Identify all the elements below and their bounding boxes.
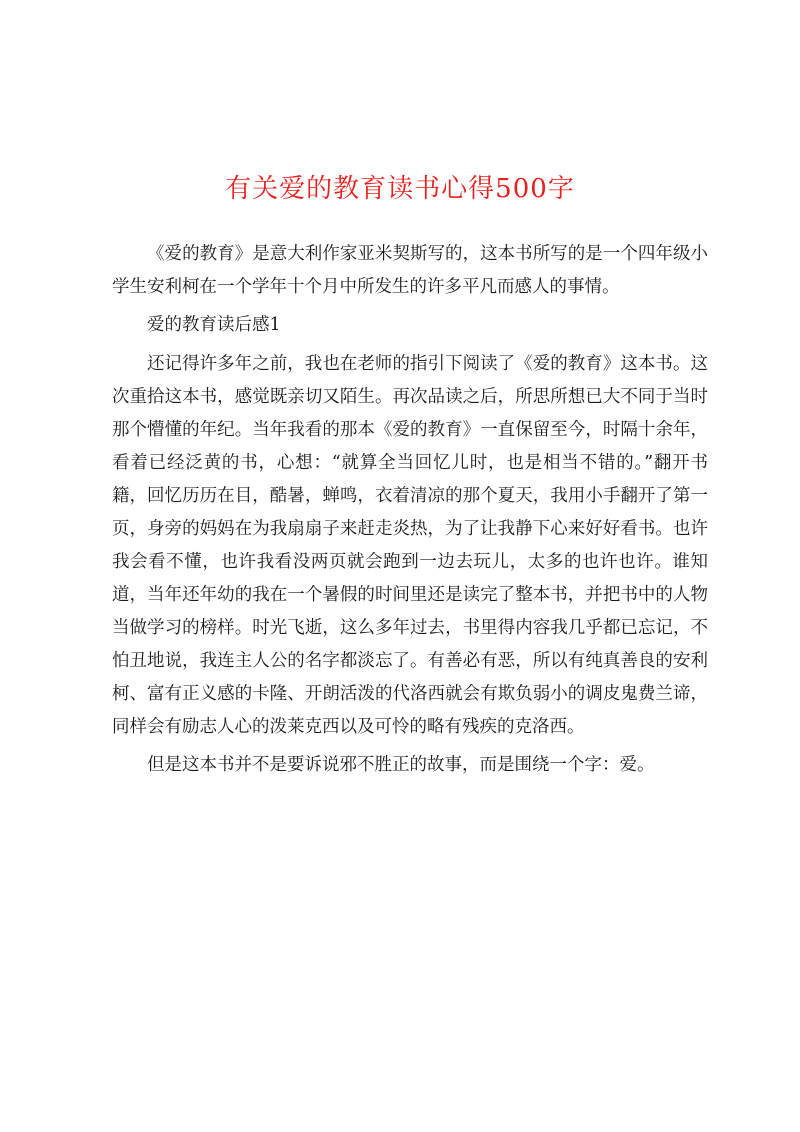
intro-paragraph: 《爱的教育》是意大利作家亚米契斯写的，这本书所写的是一个四年级小学生安利柯在一个学年十个月中所发生的许多平凡而感人的事情。 [112, 244, 708, 297]
body-paragraph: 还记得许多年之前，我也在老师的指引下阅读了《爱的教育》这本书。这次重拾这本书，感觉既亲切又陌生。再次品读之后，所思所想已大不同于当时那个懵懂的年纪。当年我看的那本《爱的教育》一直保留至今，时隔十余年，看着已经泛黄的书，心想：“就算全当回忆儿时，也是相当不错的。”翻开书籍，回忆历历在目，酷暑，蝉鸣，衣着清凉的那个夏天，我用小手翻开了第一页，身旁的妈妈在为我扇扇子来赶走炎热，为了让我静下心来好好看书。也许我会看不懂，也许我看没两页就会跑到一边去玩儿，太多的也许也许。谁知道，当年还年幼的我在一个暑假的时间里还是读完了整本书，并把书中的人物当做学习的榜样。时光飞逝，这么多年过去，书里得内容我几乎都已忘记，不怕丑地说，我连主人公的名字都淡忘了。有善必有恶，所以有纯真善良的安利柯、富有正义感的卡隆、开朗活泼的代洛西就会有欺负弱小的调皮鬼费兰谛，同样会有励志人心的泼莱克西以及可怜的略有残疾的克洛西。 [112, 354, 708, 737]
document-title: 有关爱的教育读书心得500字 [225, 174, 575, 204]
section-heading: 爱的教育读后感1 [147, 315, 281, 335]
document-body [112, 238, 708, 787]
closing-paragraph: 但是这本书并不是要诉说邪不胜正的故事，而是围绕一个字：爱。 [147, 755, 655, 775]
